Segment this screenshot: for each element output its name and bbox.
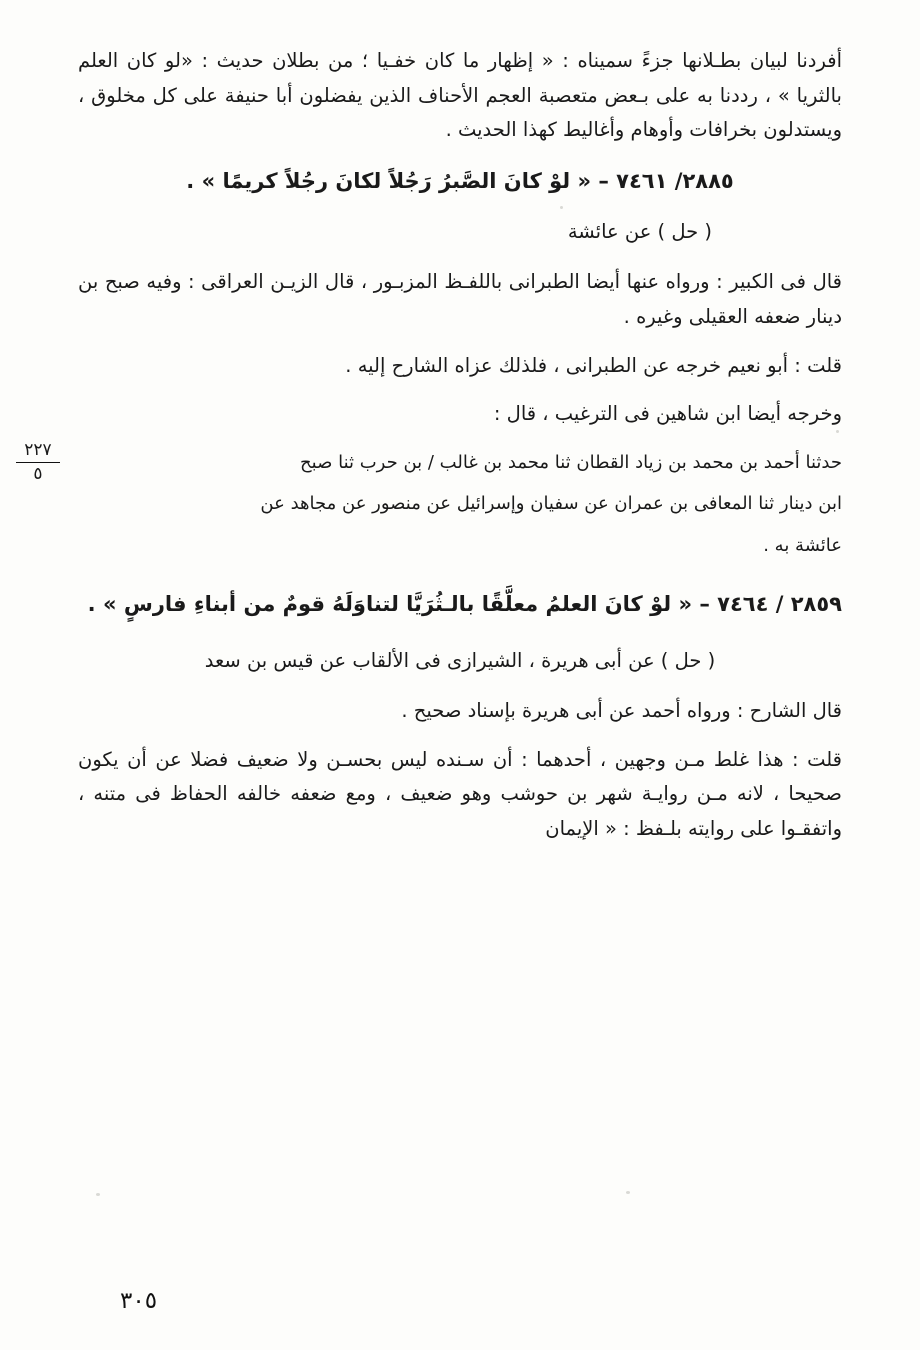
hadith-entry-1-heading xyxy=(78,162,842,202)
hadith-2-commentary-1: قال الشارح : ورواه أحمد عن أبى هريرة بإسناد صحيح . xyxy=(401,698,842,722)
page-number: ٣٠٥ xyxy=(120,1288,158,1314)
isnad-line-1: حدثنا أحمد بن محمد بن زياد القطان ثنا محمد بن غالب / بن حرب ثنا صبح xyxy=(300,451,842,473)
hadith-1-text: « لوْ كانَ الصَّبرُ رَجُلاً لكانَ رجُلاً كريمًا » . xyxy=(186,169,592,194)
hadith-1-commentary-2: قلت : أبو نعيم خرجه عن الطبرانى ، فلذلك عزاه الشارح إليه . xyxy=(345,353,842,377)
hadith-1-dash: – xyxy=(598,169,609,194)
hadith-1-attribution: ( حل ) عن عائشة xyxy=(567,220,712,243)
hadith-1-number: ٢٨٨٥/ ٧٤٦١ xyxy=(616,169,734,194)
folio-marker xyxy=(12,440,64,486)
folio-marker-rule xyxy=(16,462,60,463)
hadith-2-number: ٢٨٥٩ / ٧٤٦٤ xyxy=(717,591,842,616)
page-content xyxy=(24,44,842,861)
folio-marker-top: ٢٢٧ xyxy=(24,439,52,460)
isnad-line-3: عائشة به . xyxy=(763,534,842,556)
intro-paragraph: أفردنا لبيان بطـلانها جزءً سميناه : « إظهار ما كان خفـيا ؛ من بطلان حديث : «لو كان العلم بالثريا » ، رددنا به على بـعض متعصبة العجم الأحناف الذين يفضلون أبا حنيفة على كل مخلوق ، ويستدلون بخرافات وأوهام وأغاليط كهذا الحديث . xyxy=(78,49,842,142)
hadith-2-dash: – xyxy=(699,591,710,616)
paper-speck xyxy=(96,1193,100,1196)
hadith-2-text: « لوْ كانَ العلمُ معلَّقًا بالـثُرَيَّا لتناوَلَهُ قومٌ من أبناءِ فارسٍ » . xyxy=(87,591,693,616)
hadith-entry-2-heading xyxy=(78,584,842,625)
hadith-1-commentary-3: وخرجه أيضا ابن شاهين فى الترغيب ، قال : xyxy=(493,402,842,426)
isnad-line-2: ابن دينار ثنا المعافى بن عمران عن سفيان وإسرائيل عن منصور عن مجاهد عن xyxy=(260,493,842,515)
hadith-2-attribution: ( حل ) عن أبى هريرة ، الشيرازى فى الألقاب عن قيس بن سعد xyxy=(204,648,716,672)
hadith-1-isnad-block xyxy=(24,439,842,562)
paper-speck xyxy=(626,1191,630,1194)
hadith-2-commentary-2: قلت : هذا غلط مـن وجهين ، أحدهما : أن سـنده ليس بحسـن ولا ضعيف فضلا عن أن يكون صحيحا ، لانه مـن روايـة شهر بن حوشب وهو ضعيف ، ومع ضعفه خالفه الحفاظ فى متنه ، واتفقـوا على روايته بلـفظ : « الإيمان xyxy=(78,747,842,840)
hadith-1-commentary-1: قال فى الكبير : ورواه عنها أيضا الطبرانى باللفـظ المزبـور ، قال الزيـن العراقى : وفيه صبح بن دينار ضعفه العقيلى وغيره . xyxy=(78,270,842,328)
folio-marker-bottom: ٥ xyxy=(33,464,43,485)
